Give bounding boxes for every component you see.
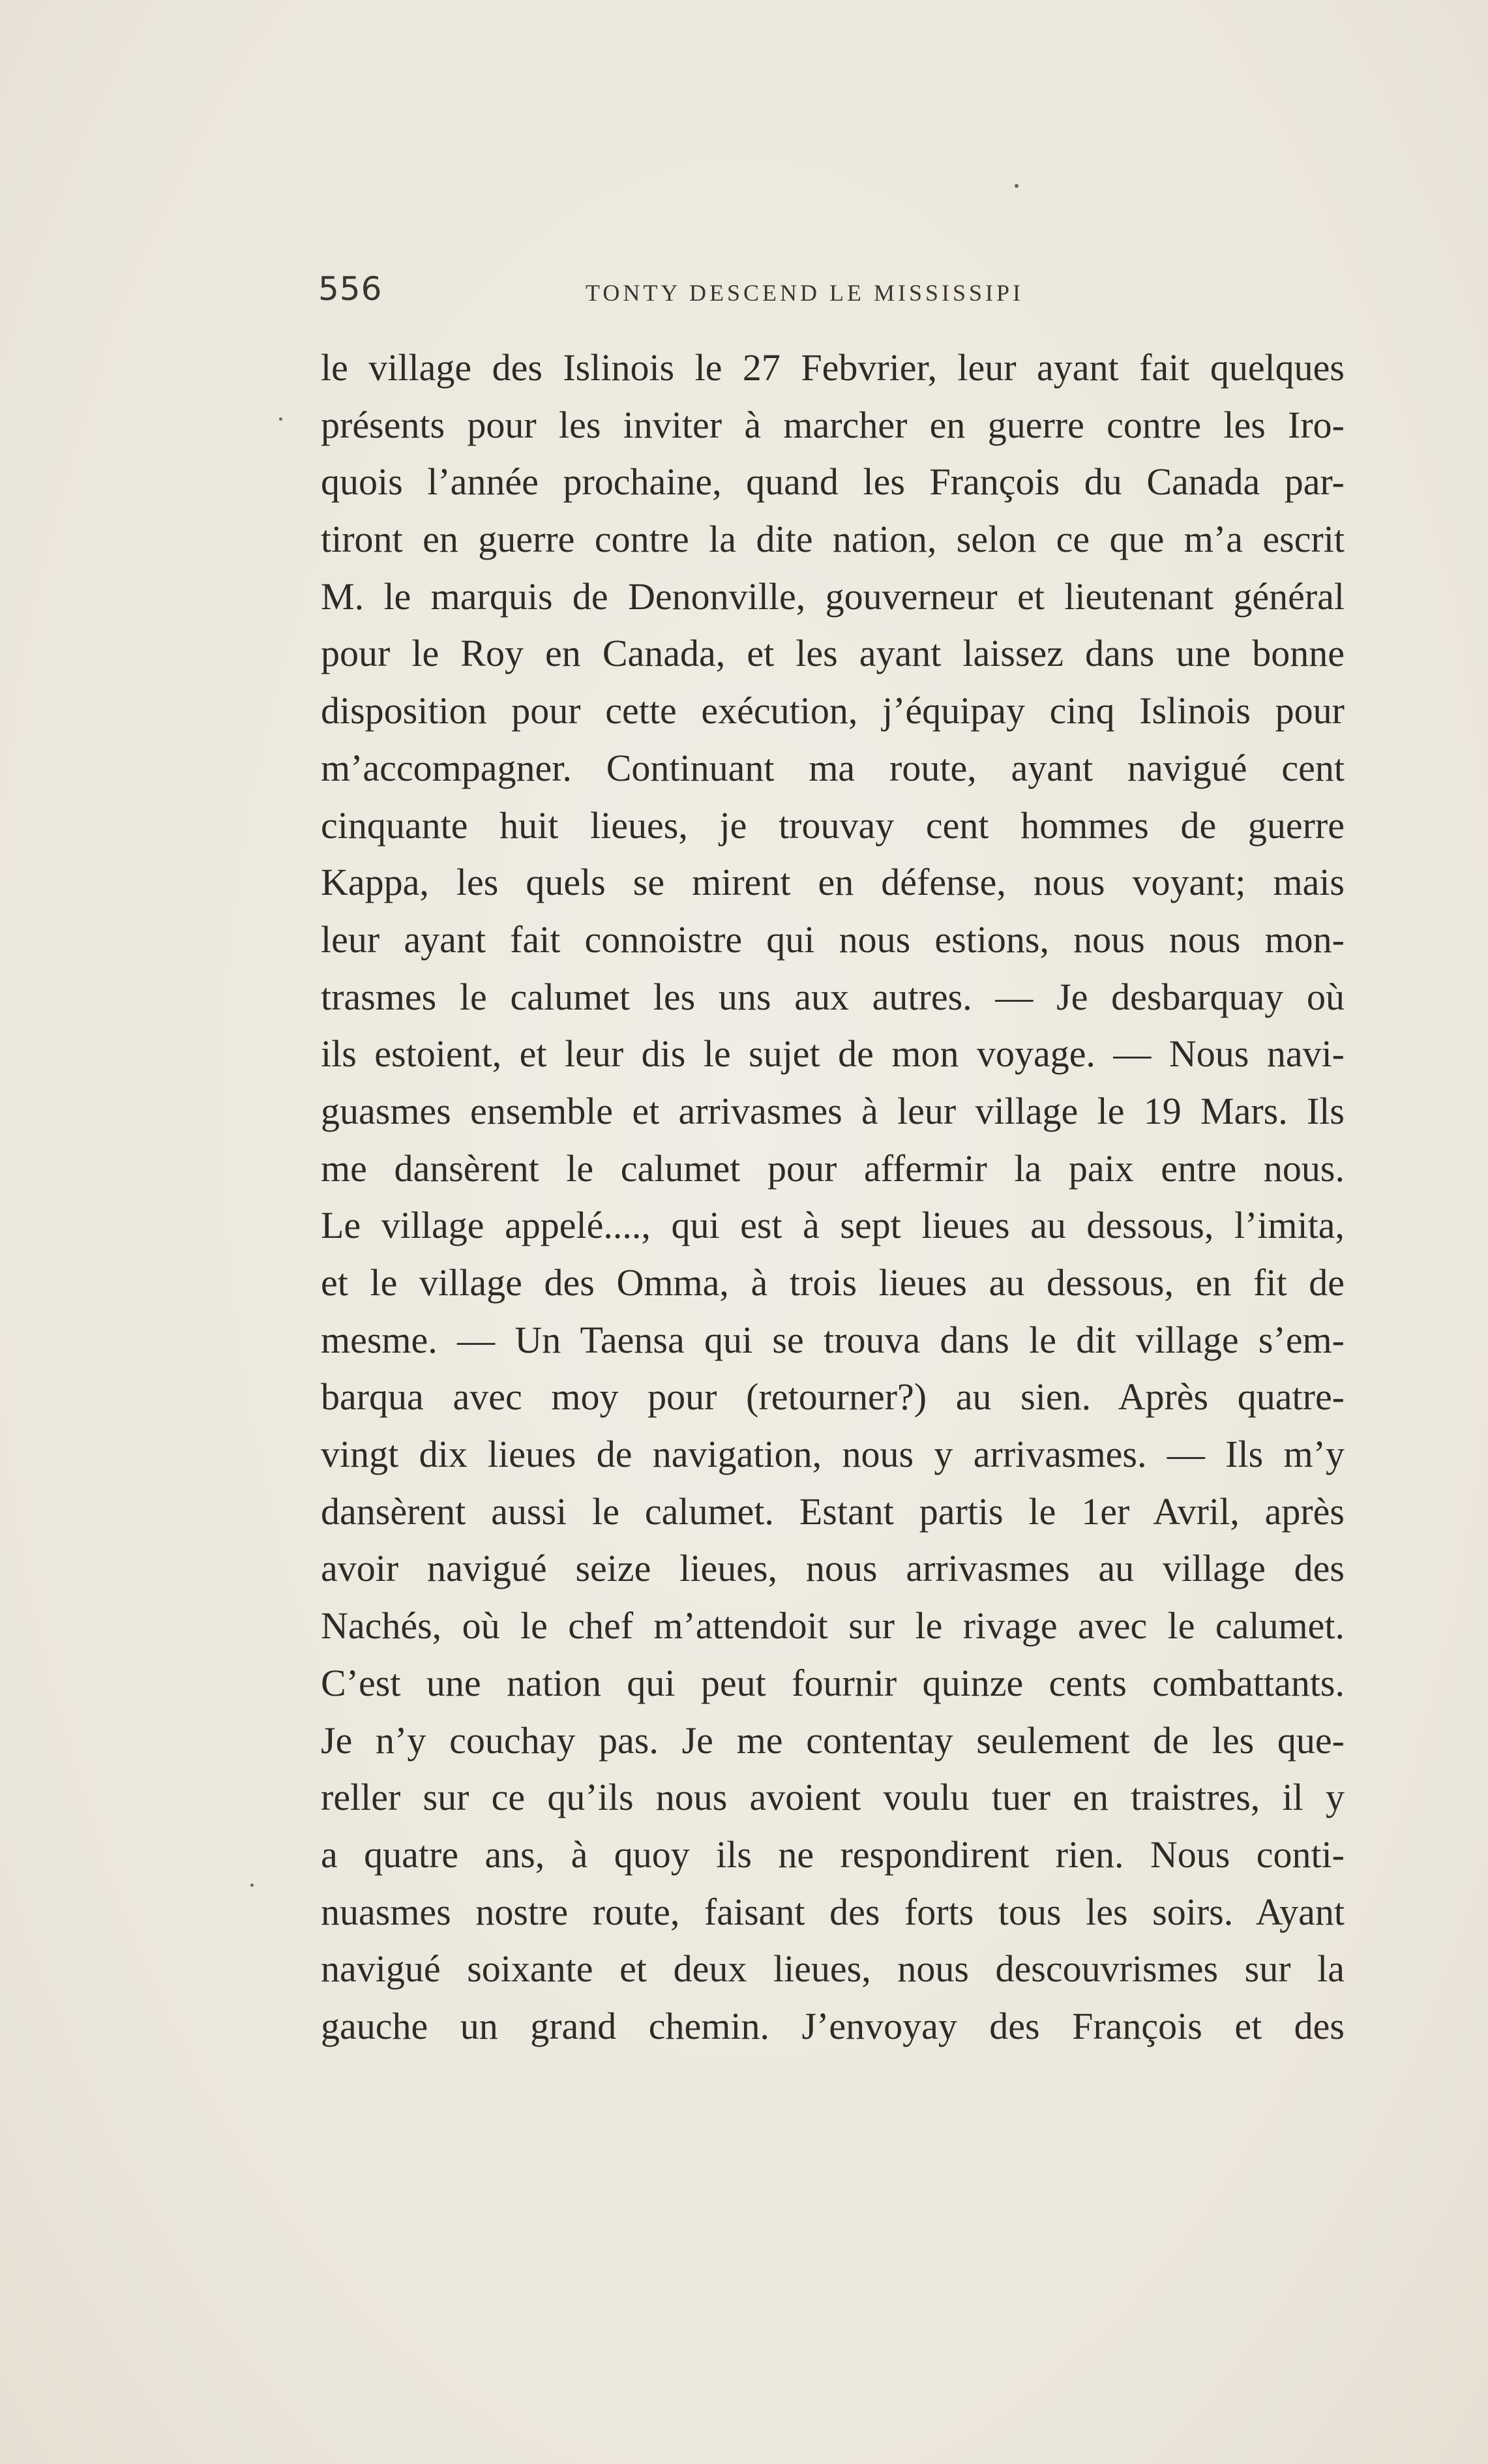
text-line: et le village des Omma, à trois lieues au dessous, en fit de: [321, 1261, 1345, 1304]
body-text: [321, 339, 1345, 2055]
text-line: Je n’y couchay pas. Je me contentay seulement de les que-: [321, 1719, 1345, 1762]
text-line: a quatre ans, à quoy ils ne respondirent rien. Nous conti-: [321, 1833, 1345, 1876]
text-line: guasmes ensemble et arrivasmes à leur village le 19 Mars. Ils: [321, 1089, 1345, 1132]
text-line: Kappa, les quels se mirent en défense, nous voyant; mais: [321, 861, 1345, 904]
text-line: me dansèrent le calumet pour affermir la paix entre nous.: [321, 1147, 1345, 1190]
running-head: [318, 266, 1062, 318]
text-line: leur ayant fait connoistre qui nous estions, nous nous mon-: [321, 918, 1345, 961]
text-line: disposition pour cette exécution, j’équipay cinq Islinois pour: [321, 689, 1345, 732]
text-line: présents pour les inviter à marcher en guerre contre les Iro-: [321, 403, 1345, 446]
text-line: pour le Roy en Canada, et les ayant laissez dans une bonne: [321, 632, 1345, 675]
text-line: vingt dix lieues de navigation, nous y arrivasmes. — Ils m’y: [321, 1433, 1345, 1476]
text-line: Nachés, où le chef m’attendoit sur le rivage avec le calumet.: [321, 1604, 1345, 1647]
text-line: nuasmes nostre route, faisant des forts tous les soirs. Ayant: [321, 1890, 1345, 1933]
text-line: tiront en guerre contre la dite nation, selon ce que m’a escrit: [321, 518, 1345, 561]
text-line: navigué soixante et deux lieues, nous descouvrismes sur la: [321, 1947, 1345, 1991]
text-line: reller sur ce qu’ils nous avoient voulu tuer en traistres, il y: [321, 1776, 1345, 1819]
text-line: le village des Islinois le 27 Febvrier, leur ayant fait quelques: [321, 346, 1345, 389]
paper-speck: [279, 417, 282, 421]
text-line: barqua avec moy pour (retourner?) au sien. Après quatre-: [321, 1375, 1345, 1419]
text-line: Le village appelé...., qui est à sept lieues au dessous, l’imita,: [321, 1204, 1345, 1247]
text-line: dansèrent aussi le calumet. Estant partis le 1er Avril, après: [321, 1490, 1345, 1533]
running-title: TONTY DESCEND LE MISSISSIPI: [586, 280, 1024, 306]
paper-speck: [1015, 184, 1019, 188]
text-line: trasmes le calumet les uns aux autres. — Je desbarquay où: [321, 975, 1345, 1018]
text-line: m’accompagner. Continuant ma route, ayant navigué cent: [321, 746, 1345, 789]
text-line: ils estoient, et leur dis le sujet de mon voyage. — Nous navi-: [321, 1032, 1345, 1075]
paper-speck: [250, 1884, 254, 1887]
text-line: gauche un grand chemin. J’envoyay des François et des: [321, 2004, 1345, 2047]
text-line: cinquante huit lieues, je trouvay cent hommes de guerre: [321, 804, 1345, 847]
page-number: 556: [318, 270, 383, 308]
text-line: avoir navigué seize lieues, nous arrivasmes au village des: [321, 1547, 1345, 1590]
text-line: C’est une nation qui peut fournir quinze cents combattants.: [321, 1661, 1345, 1704]
text-line: M. le marquis de Denonville, gouverneur et lieutenant général: [321, 575, 1345, 618]
text-line: quois l’année prochaine, quand les François du Canada par-: [321, 460, 1345, 503]
text-line: mesme. — Un Taensa qui se trouva dans le dit village s’em-: [321, 1318, 1345, 1361]
